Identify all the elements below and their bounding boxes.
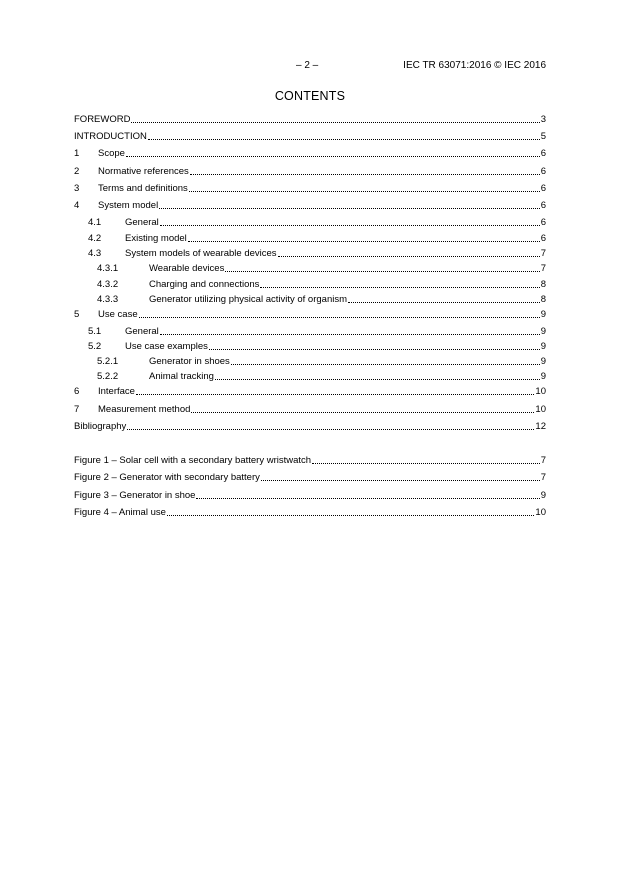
- toc-entry-normative-references[interactable]: [74, 164, 546, 178]
- toc-entry-text: Existing model: [125, 233, 187, 244]
- toc-entry-page: 7: [540, 248, 546, 259]
- toc-entry-text: General: [125, 217, 159, 228]
- toc-entry-terms-definitions[interactable]: [74, 181, 546, 195]
- toc-entry-introduction[interactable]: [74, 129, 546, 143]
- toc-entry-number: 7: [74, 404, 80, 415]
- toc-entry-text: Generator utilizing physical activity of organism: [149, 294, 348, 305]
- leader-dots: [278, 255, 540, 257]
- toc-entry-5-2[interactable]: [74, 339, 546, 353]
- toc-entry-measurement-method[interactable]: [74, 402, 546, 416]
- toc-entry-page: 6: [540, 166, 546, 177]
- figure-entry-page: 10: [535, 507, 546, 518]
- figure-entry-text: Figure 3 – Generator in shoe: [74, 490, 196, 501]
- toc-entry-number: 1: [74, 148, 80, 159]
- toc-entry-text: Scope: [98, 148, 125, 159]
- toc-entry-bibliography[interactable]: [74, 419, 546, 433]
- toc-entry-page: 7: [540, 263, 546, 274]
- toc-entry-number: 5.2: [88, 341, 102, 352]
- figure-entry-4[interactable]: [74, 505, 546, 519]
- leader-dots: [215, 378, 540, 380]
- leader-dots: [260, 286, 539, 288]
- leader-dots: [225, 270, 539, 272]
- figure-entry-text: Figure 2 – Generator with secondary battery: [74, 472, 260, 483]
- toc-entry-text: Charging and connections: [149, 279, 260, 290]
- document-reference: IEC TR 63071:2016 © IEC 2016: [403, 60, 546, 71]
- toc-entry-page: 9: [540, 309, 546, 320]
- leader-dots: [188, 240, 540, 242]
- toc-entry-page: 8: [540, 279, 546, 290]
- toc-entry-number: 4.1: [88, 217, 102, 228]
- toc-entry-page: 6: [540, 233, 546, 244]
- toc-entry-text: Use case: [98, 309, 138, 320]
- leader-dots: [160, 224, 540, 226]
- toc-entry-text: Normative references: [98, 166, 189, 177]
- toc-entry-number: 6: [74, 386, 80, 397]
- toc-entry-number: 5: [74, 309, 80, 320]
- figure-entry-page: 7: [540, 455, 546, 466]
- leader-dots: [231, 363, 540, 365]
- toc-entry-number: 4.3.3: [97, 294, 119, 305]
- toc-entry-foreword[interactable]: [74, 112, 546, 126]
- toc-entry-number: 5.2.1: [97, 356, 119, 367]
- toc-entry-page: 3: [540, 114, 546, 125]
- toc-entry-page: 9: [540, 356, 546, 367]
- toc-entry-text: Interface: [98, 386, 135, 397]
- toc-entry-number: 4.3: [88, 248, 102, 259]
- toc-entry-page: 10: [535, 386, 546, 397]
- figure-entry-page: 9: [540, 490, 546, 501]
- leader-dots: [131, 121, 539, 123]
- toc-entry-text: Animal tracking: [149, 371, 214, 382]
- toc-entry-text: System models of wearable devices: [125, 248, 277, 259]
- leader-dots: [139, 316, 540, 318]
- toc-entry-number: 4.2: [88, 233, 102, 244]
- toc-entry-number: 4.3.1: [97, 263, 119, 274]
- toc-entry-4-3-3[interactable]: [74, 292, 546, 306]
- figure-entry-page: 7: [540, 472, 546, 483]
- figure-entry-2[interactable]: [74, 470, 546, 484]
- figure-entry-text: Figure 1 – Solar cell with a secondary battery wristwatch: [74, 455, 312, 466]
- contents-title: CONTENTS: [274, 89, 346, 103]
- toc-entry-text: INTRODUCTION: [74, 131, 147, 142]
- leader-dots: [191, 411, 534, 413]
- toc-entry-text: Use case examples: [125, 341, 208, 352]
- toc-entry-number: 4.3.2: [97, 279, 119, 290]
- leader-dots: [348, 301, 540, 303]
- toc-entry-page: 9: [540, 371, 546, 382]
- toc-entry-page: 8: [540, 294, 546, 305]
- figure-entry-1[interactable]: [74, 453, 546, 467]
- leader-dots: [148, 138, 540, 140]
- toc-entry-text: Terms and definitions: [98, 183, 188, 194]
- toc-entry-text: Generator in shoes: [149, 356, 230, 367]
- toc-entry-page: 12: [535, 421, 546, 432]
- leader-dots: [190, 173, 540, 175]
- toc-entry-4-2[interactable]: [74, 231, 546, 245]
- toc-entry-page: 6: [540, 200, 546, 211]
- toc-entry-5-2-1[interactable]: [74, 354, 546, 368]
- toc-entry-4-3[interactable]: [74, 246, 546, 260]
- leader-dots: [127, 428, 534, 430]
- toc-entry-5-1[interactable]: [74, 324, 546, 338]
- toc-entry-text: Bibliography: [74, 421, 127, 432]
- figure-entry-3[interactable]: [74, 488, 546, 502]
- toc-entry-number: 2: [74, 166, 80, 177]
- toc-entry-text: System model: [98, 200, 159, 211]
- toc-entry-page: 9: [540, 341, 546, 352]
- toc-entry-number: 4: [74, 200, 80, 211]
- leader-dots: [189, 190, 540, 192]
- leader-dots: [126, 155, 540, 157]
- toc-entry-number: 5.2.2: [97, 371, 119, 382]
- toc-entry-use-case[interactable]: [74, 307, 546, 321]
- toc-entry-4-1[interactable]: [74, 215, 546, 229]
- toc-entry-page: 10: [535, 404, 546, 415]
- leader-dots: [312, 462, 540, 464]
- toc-entry-page: 6: [540, 217, 546, 228]
- toc-entry-5-2-2[interactable]: [74, 369, 546, 383]
- leader-dots: [160, 333, 540, 335]
- toc-entry-number: 3: [74, 183, 80, 194]
- leader-dots: [196, 497, 539, 499]
- toc-entry-4-3-2[interactable]: [74, 277, 546, 291]
- toc-entry-text: Wearable devices: [149, 263, 225, 274]
- toc-entry-page: 9: [540, 326, 546, 337]
- toc-entry-page: 6: [540, 183, 546, 194]
- page-header: [74, 60, 546, 74]
- toc-entry-text: General: [125, 326, 159, 337]
- page-number: – 2 –: [296, 60, 319, 71]
- toc-entry-4-3-1[interactable]: [74, 261, 546, 275]
- leader-dots: [209, 348, 540, 350]
- toc-entry-system-model[interactable]: [74, 198, 546, 212]
- toc-entry-number: 5.1: [88, 326, 102, 337]
- toc-entry-text: FOREWORD: [74, 114, 131, 125]
- leader-dots: [159, 207, 540, 209]
- toc-entry-page: 6: [540, 148, 546, 159]
- figure-entry-text: Figure 4 – Animal use: [74, 507, 166, 518]
- toc-entry-text: Measurement method: [98, 404, 191, 415]
- toc-entry-scope[interactable]: [74, 146, 546, 160]
- toc-entry-interface[interactable]: [74, 384, 546, 398]
- leader-dots: [136, 393, 534, 395]
- leader-dots: [167, 514, 535, 516]
- toc-entry-page: 5: [540, 131, 546, 142]
- leader-dots: [261, 479, 540, 481]
